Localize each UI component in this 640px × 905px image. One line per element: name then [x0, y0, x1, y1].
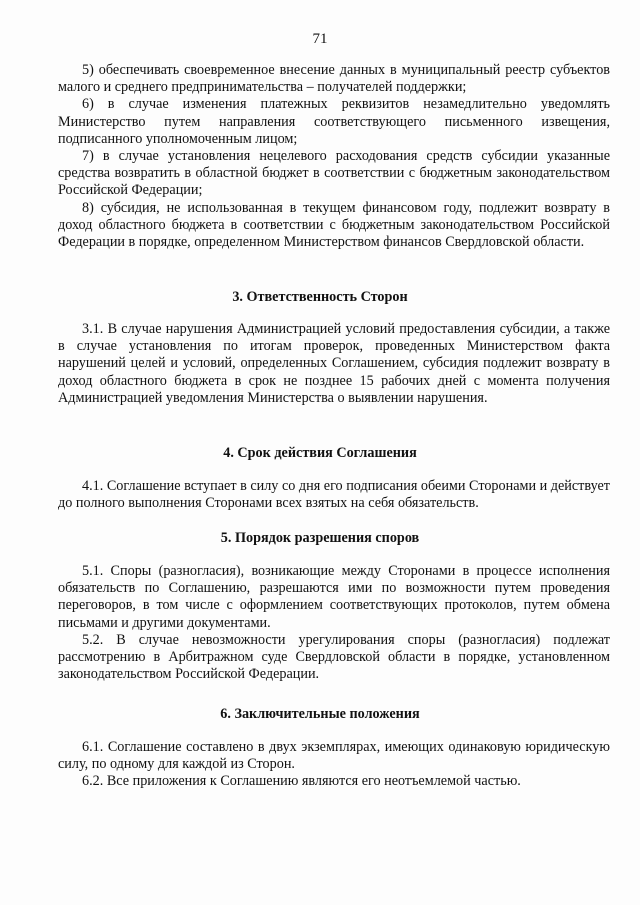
- section-heading: 3. Ответственность Сторон: [232, 289, 408, 305]
- paragraph: 5.2. В случае невозможности урегулирования споры (разногласия) подлежат рассмотрению в Арбитражном суде Свердловской области в порядке, установленном законодательством Российской Федерации.: [58, 631, 610, 683]
- section-body: [58, 739, 610, 791]
- paragraph: 6.2. Все приложения к Соглашению являются его неотъемлемой частью.: [82, 773, 521, 790]
- obligations-list: [58, 62, 610, 251]
- section-body: [58, 321, 610, 407]
- paragraph: 5.1. Споры (разногласия), возникающие между Сторонами в процессе исполнения обязательств по Соглашению, разрешаются ими по возможности путем проведения переговоров, в том числе с оформлением соответствующих протоколов, путем обмена письмами и другими документами.: [58, 563, 610, 631]
- paragraph: 6.1. Соглашение составлено в двух экземплярах, имеющих одинаковую юридическую силу, по одному для каждой из Сторон.: [58, 739, 610, 773]
- list-item: 7) в случае установления нецелевого расходования средств субсидии указанные средства возвратить в областной бюджет в соответствии с бюджетным законодательством Российской Федерации;: [58, 148, 610, 199]
- section-heading: 4. Срок действия Соглашения: [223, 445, 417, 461]
- section-body: [58, 563, 610, 683]
- section-heading: 6. Заключительные положения: [220, 706, 420, 722]
- paragraph: 4.1. Соглашение вступает в силу со дня его подписания обеими Сторонами и действует до полного выполнения Сторонами всех взятых на себя обязательств.: [58, 478, 610, 512]
- list-item: 6) в случае изменения платежных реквизитов незамедлительно уведомлять Министерство путем направления соответствующего письменного извещения, подписанного уполномоченным лицом;: [58, 96, 610, 147]
- section-heading: 5. Порядок разрешения споров: [220, 530, 420, 546]
- list-item: 5) обеспечивать своевременное внесение данных в муниципальный реестр субъектов малого и среднего предпринимательства – получателей поддержки;: [58, 62, 610, 96]
- paragraph: 3.1. В случае нарушения Администрацией условий предоставления субсидии, а также в случае установления по итогам проверок, проведенных Министерством факта нарушений целей и условий, определенных Соглашением, субсидия подлежит возврату в доход областного бюджета в срок не позднее 15 рабочих дней с момента получения Администрацией уведомления Министерства о выявлении нарушения.: [58, 321, 610, 406]
- section-body: [58, 478, 610, 512]
- page-number: 71: [312, 31, 328, 47]
- list-item: 8) субсидия, не использованная в текущем финансовом году, подлежит возврату в доход областного бюджета в соответствии с бюджетным законодательством Российской Федерации в порядке, определенном Министерством финансов Свердловской области.: [58, 199, 610, 251]
